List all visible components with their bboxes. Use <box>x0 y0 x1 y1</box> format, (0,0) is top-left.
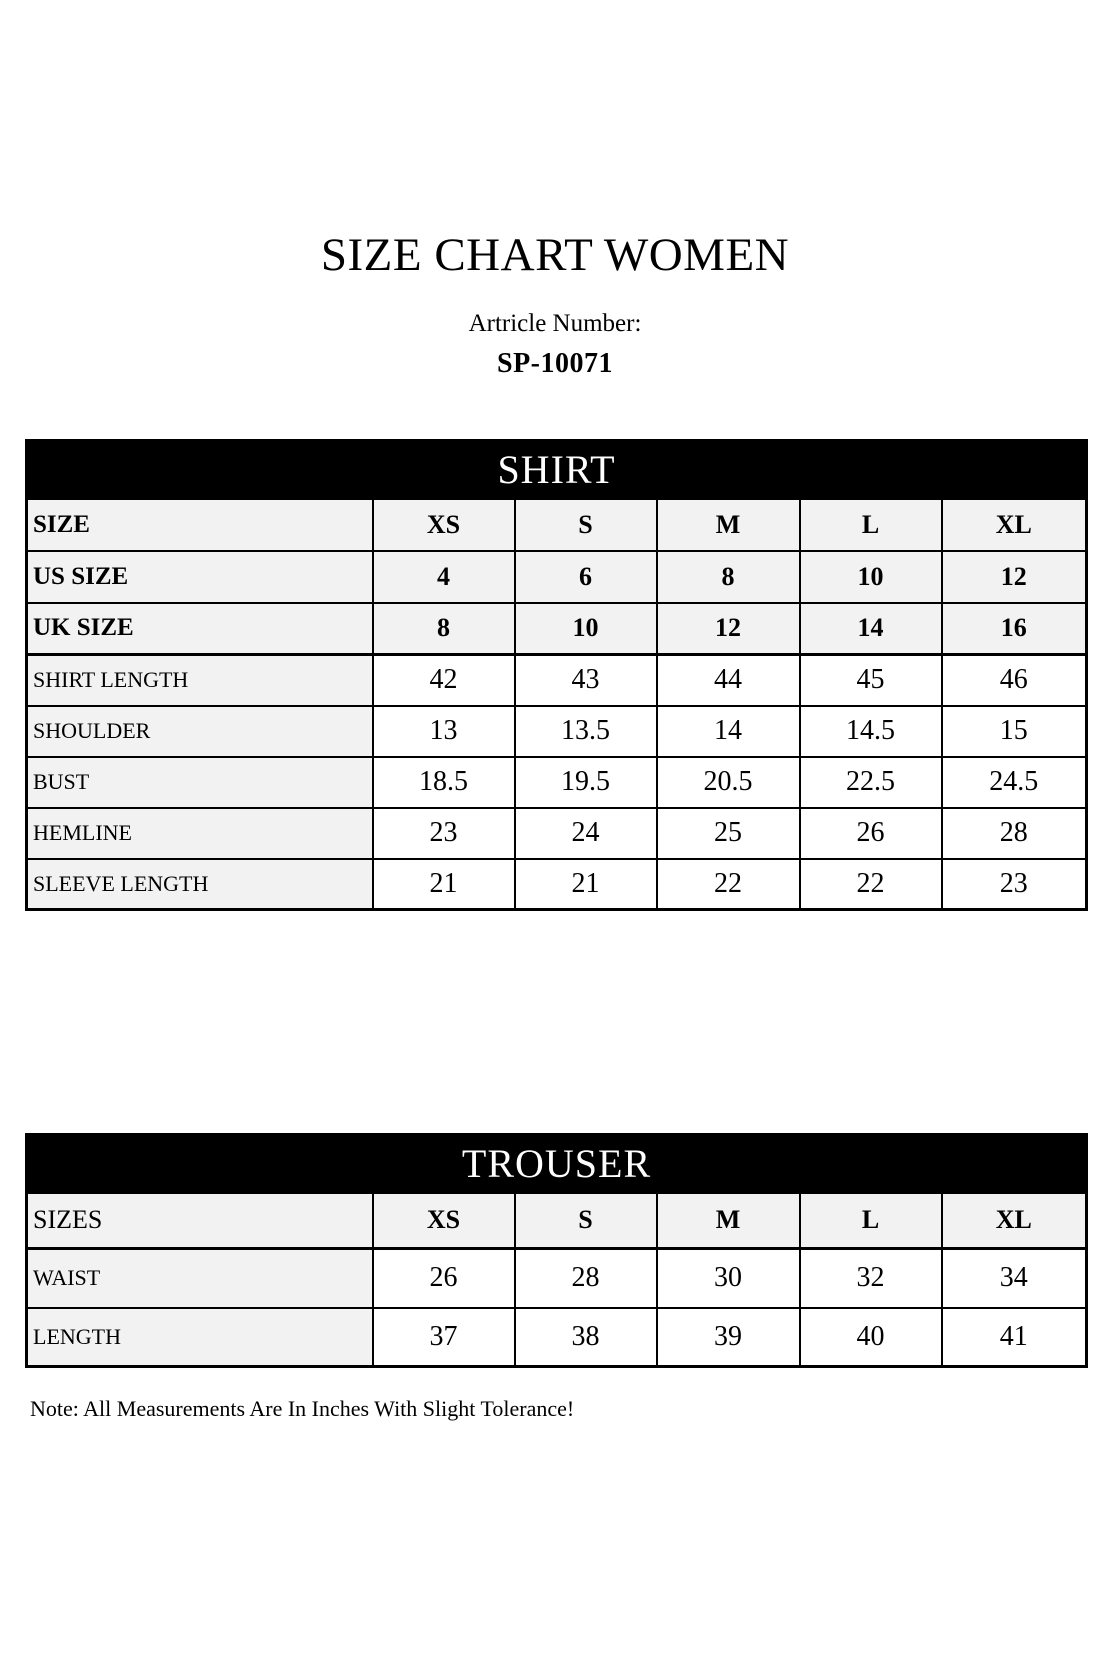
value-cell: 23 <box>373 808 515 859</box>
value-cell: L <box>800 499 942 551</box>
value-cell: 25 <box>657 808 800 859</box>
value-cell: S <box>515 1193 657 1249</box>
table-title-row <box>27 441 1087 499</box>
table-row <box>27 859 1087 910</box>
shirt-size-chart-section <box>25 439 1085 911</box>
value-cell: 38 <box>515 1308 657 1367</box>
value-cell: 16 <box>942 603 1087 655</box>
table-row <box>27 499 1087 551</box>
value-cell: 24.5 <box>942 757 1087 808</box>
value-cell: 26 <box>373 1249 515 1308</box>
table-row <box>27 1308 1087 1367</box>
value-cell: 12 <box>657 603 800 655</box>
value-cell: 46 <box>942 655 1087 706</box>
value-cell: M <box>657 1193 800 1249</box>
article-number-label: Artricle Number: <box>468 310 642 337</box>
value-cell: 37 <box>373 1308 515 1367</box>
row-label-cell: BUST <box>27 757 373 808</box>
value-cell: 10 <box>515 603 657 655</box>
value-cell: 19.5 <box>515 757 657 808</box>
value-cell: 28 <box>942 808 1087 859</box>
value-cell: S <box>515 499 657 551</box>
value-cell: 32 <box>800 1249 942 1308</box>
row-label-cell: SIZE <box>27 499 373 551</box>
value-cell: 4 <box>373 551 515 603</box>
value-cell: 15 <box>942 706 1087 757</box>
value-cell: 14 <box>657 706 800 757</box>
table-row <box>27 603 1087 655</box>
table-row <box>27 551 1087 603</box>
value-cell: 14.5 <box>800 706 942 757</box>
row-label-cell: SLEEVE LENGTH <box>27 859 373 910</box>
row-label-cell: UK SIZE <box>27 603 373 655</box>
value-cell: 26 <box>800 808 942 859</box>
value-cell: 10 <box>800 551 942 603</box>
shirt-table-body <box>27 499 1087 910</box>
value-cell: 8 <box>657 551 800 603</box>
table-row <box>27 808 1087 859</box>
value-cell: 14 <box>800 603 942 655</box>
value-cell: L <box>800 1193 942 1249</box>
row-label-cell: SHIRT LENGTH <box>27 655 373 706</box>
value-cell: 13 <box>373 706 515 757</box>
value-cell: 43 <box>515 655 657 706</box>
value-cell: 28 <box>515 1249 657 1308</box>
row-label-cell: WAIST <box>27 1249 373 1308</box>
value-cell: 34 <box>942 1249 1087 1308</box>
row-label-cell: HEMLINE <box>27 808 373 859</box>
measurement-note: Note: All Measurements Are In Inches With Slight Tolerance! <box>30 1396 575 1421</box>
value-cell: 18.5 <box>373 757 515 808</box>
value-cell: 21 <box>515 859 657 910</box>
value-cell: 23 <box>942 859 1087 910</box>
value-cell: 44 <box>657 655 800 706</box>
trouser-size-table <box>25 1133 1088 1368</box>
value-cell: XS <box>373 499 515 551</box>
trouser-size-chart-section <box>25 1133 1085 1368</box>
value-cell: 6 <box>515 551 657 603</box>
value-cell: XS <box>373 1193 515 1249</box>
value-cell: 22 <box>657 859 800 910</box>
value-cell: 22.5 <box>800 757 942 808</box>
shirt-table-title: SHIRT <box>27 441 1087 499</box>
value-cell: XL <box>942 499 1087 551</box>
row-label-cell: LENGTH <box>27 1308 373 1367</box>
table-row <box>27 757 1087 808</box>
value-cell: 42 <box>373 655 515 706</box>
table-row <box>27 1193 1087 1249</box>
trouser-table-body <box>27 1193 1087 1367</box>
row-label-cell: SIZES <box>27 1193 373 1249</box>
article-number-value: SP-10071 <box>497 348 613 379</box>
table-row <box>27 655 1087 706</box>
value-cell: 12 <box>942 551 1087 603</box>
trouser-table-title: TROUSER <box>27 1135 1087 1193</box>
value-cell: 39 <box>657 1308 800 1367</box>
value-cell: M <box>657 499 800 551</box>
value-cell: XL <box>942 1193 1087 1249</box>
value-cell: 41 <box>942 1308 1087 1367</box>
value-cell: 8 <box>373 603 515 655</box>
page-title: SIZE CHART WOMEN <box>320 229 790 281</box>
row-label-cell: US SIZE <box>27 551 373 603</box>
value-cell: 22 <box>800 859 942 910</box>
value-cell: 40 <box>800 1308 942 1367</box>
row-label-cell: SHOULDER <box>27 706 373 757</box>
value-cell: 13.5 <box>515 706 657 757</box>
value-cell: 20.5 <box>657 757 800 808</box>
value-cell: 24 <box>515 808 657 859</box>
table-title-row <box>27 1135 1087 1193</box>
table-row <box>27 706 1087 757</box>
value-cell: 21 <box>373 859 515 910</box>
table-row <box>27 1249 1087 1308</box>
value-cell: 45 <box>800 655 942 706</box>
value-cell: 30 <box>657 1249 800 1308</box>
shirt-size-table <box>25 439 1088 911</box>
